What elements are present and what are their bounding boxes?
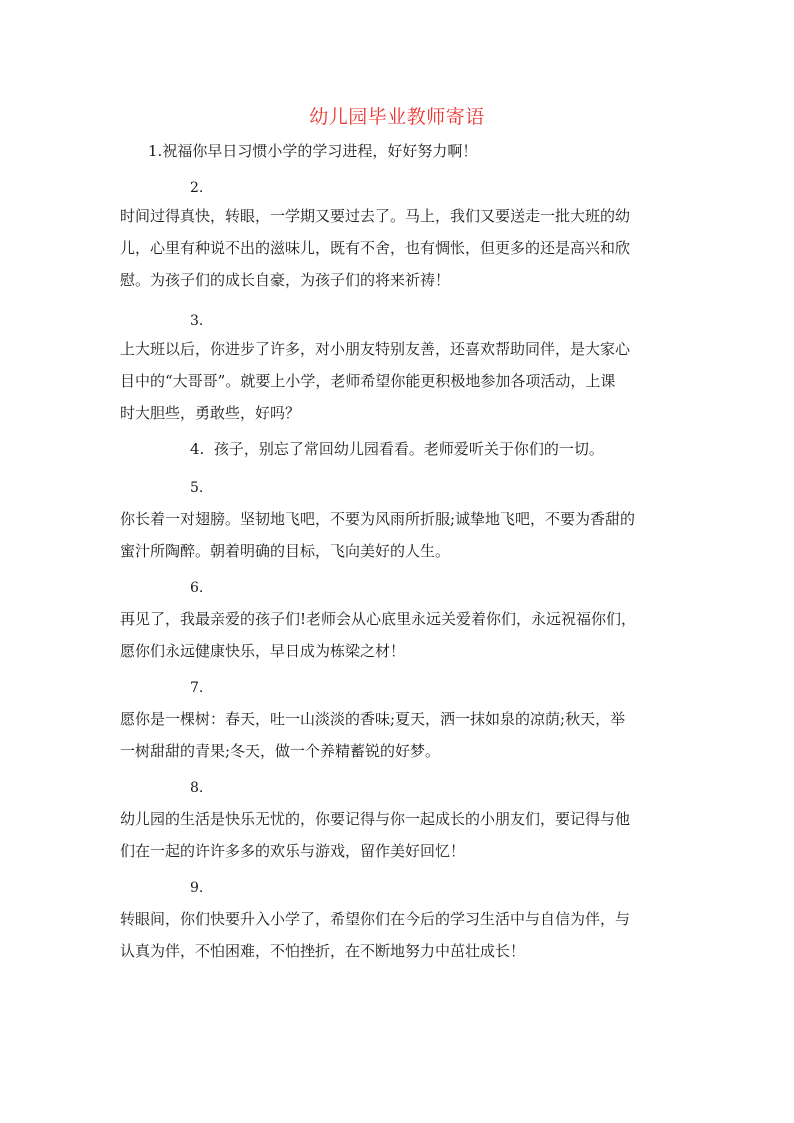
item-7-number: 7. — [190, 680, 204, 696]
item-2-line-2: 儿，心里有种说不出的滋味儿，既有不舍，也有惆怅，但更多的还是高兴和欣 — [120, 239, 631, 257]
item-5-number: 5. — [190, 480, 204, 496]
item-6-line-2: 愿你们永远健康快乐，早日成为栋梁之材！ — [120, 642, 406, 660]
item-4-line-1 — [190, 433, 750, 465]
item-3-line-3: 时大胆些，勇敢些，好吗？ — [120, 404, 301, 422]
item-8-number: 8. — [190, 780, 204, 796]
item-5-line-2: 蜜汁所陶醉。朝着明确的目标，飞向美好的人生。 — [120, 542, 451, 560]
item-7-line-2: 一树甜甜的青果;冬天，做一个养精蓄锐的好梦。 — [120, 742, 441, 760]
item-7-line-1: 愿你是一棵树：春天，吐一山淡淡的香味;夏天，洒一抹如泉的凉荫;秋天，举 — [120, 710, 626, 728]
item-5-line-1: 你长着一对翅膀。坚韧地飞吧，不要为风雨所折服;诚挚地飞吧，不要为香甜的 — [120, 510, 636, 528]
item-1-line-1 — [148, 135, 708, 167]
item-3-number: 3. — [190, 313, 204, 329]
item-8-line-2: 们在一起的许许多多的欢乐与游戏，留作美好回忆！ — [120, 842, 466, 860]
item-3-line-1: 上大班以后，你进步了许多，对小朋友特别友善，还喜欢帮助同伴，是大家心 — [120, 340, 631, 358]
item-4-text: 孩子，别忘了常回幼儿园看看。老师爱听关于你们的一切。 — [213, 440, 604, 458]
item-2-number: 2. — [190, 180, 204, 196]
item-1-text: 祝福你早日习惯小学的学习进程，好好努力啊！ — [162, 142, 478, 160]
item-2-line-3: 慰。为孩子们的成长自豪，为孩子们的将来祈祷！ — [120, 271, 451, 289]
item-4-number: 4. — [190, 440, 205, 458]
item-6-number: 6. — [190, 580, 204, 596]
item-6-line-1: 再见了，我最亲爱的孩子们!老师会从心底里永远关爱着你们，永远祝福你们， — [120, 610, 637, 628]
item-1-number: 1. — [148, 142, 163, 160]
item-9-number: 9. — [190, 880, 204, 896]
item-3-line-2: 目中的“大哥哥”。就要上小学，老师希望你能更积极地参加各项活动，上课 — [120, 372, 616, 390]
item-2-line-1: 时间过得真快，转眼，一学期又要过去了。马上，我们又要送走一批大班的幼 — [120, 207, 631, 225]
item-8-line-1: 幼儿园的生活是快乐无忧的，你要记得与你一起成长的小朋友们，要记得与他 — [120, 810, 631, 828]
item-9-line-2: 认真为伴，不怕困难，不怕挫折，在不断地努力中茁壮成长！ — [120, 942, 526, 960]
document-title: 幼儿园毕业教师寄语 — [309, 106, 485, 128]
item-9-line-1: 转眼间，你们快要升入小学了，希望你们在今后的学习生活中与自信为伴，与 — [120, 910, 631, 928]
